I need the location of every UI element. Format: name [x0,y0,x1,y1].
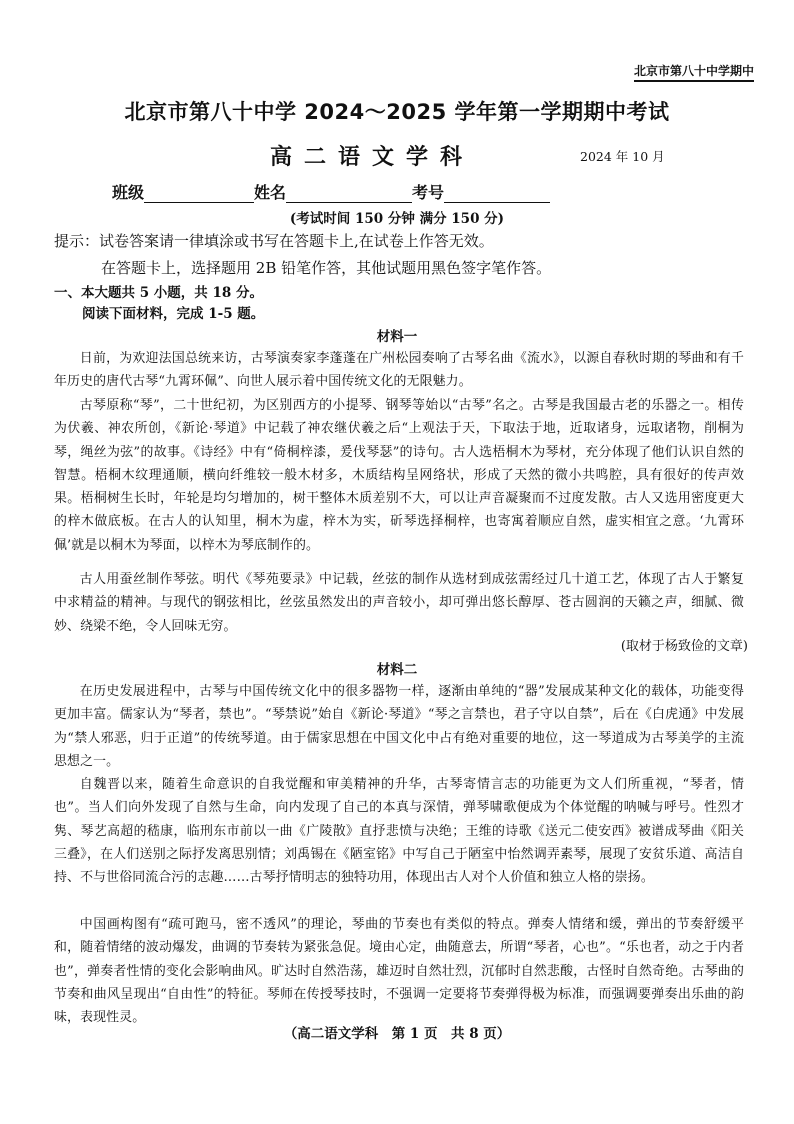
material-1-paragraph-3: 古人用蚕丝制作琴弦。明代《琴苑要录》中记载，丝弦的制作从选材到成弦需经过几十道工艺，体现了古人于繁复中求精益的精神。与现代的钢弦相比，丝弦虽然发出的声音较小，却可弹出悠长醇厚、苍古圆润的天籁之声，细腻、微妙、绕梁不绝，令人回味无穷。 [54,572,744,634]
exam-subtitle: 高二语文学科 [270,145,475,170]
section-heading: 一、本大题共 5 小题，共 18 分。 [54,285,263,301]
number-field [412,180,550,203]
material-2-paragraph-2: 自魏晋以来，随着生命意识的自我觉醒和审美精神的升华，古琴寄情言志的功能更为文人们所重视，“琴者，情也”。当人们向外发现了自然与生命，向内发现了自己的本真与深情，弹琴啸歌便成为个体觉醒的呐喊与呼号。性烈才隽、琴艺高超的嵇康，临刑东市前以一曲《广陵散》直抒悲愤与决绝；王维的诗歌《送元二使安西》被谱成琴曲《阳关三叠》，在人们送别之际抒发离思别情；刘禹锡在《陋室铭》中写自己于陋室中怡然调弄素琴，展现了安贫乐道、高洁自持、不与世俗同流合污的志趣……古琴抒情明志的独特功用，体现出古人对个人价值和独立人格的崇扬。 [54,777,744,886]
material-1-source: (取材于杨致俭的文章) [620,639,748,654]
student-info-fields [112,180,550,203]
number-label: 考号 [412,183,445,202]
material-1-paragraph-1: 日前，为欢迎法国总统来访，古琴演奏家李蓬蓬在广州松园奏响了古琴名曲《流水》，以源自春秋时期的琴曲和有千年历史的唐代古琴“九霄环佩”、向世人展示着中国传统文化的无限魅力。 [54,351,744,390]
material-2-paragraph-1: 在历史发展进程中，古琴与中国传统文化中的很多器物一样，逐渐由单纯的“器”发展成某种文化的载体，功能变得更加丰富。儒家认为“琴者，禁也”。“琴禁说”始自《新论·琴道》“琴之言禁也，君子守以自禁”，后在《白虎通》中发展为“禁人邪恶，归于正道”的传统琴道。由于儒家思想在中国文化中占有绝对重要的地位，这一琴道成为古琴美学的主流思想之一。 [54,684,744,769]
class-label: 班级 [112,183,145,202]
exam-date: 2024 年 10 月 [580,149,665,164]
exam-title: 北京市第八十中学 2024～2025 学年第一学期期中考试 [124,100,670,124]
material-2-title: 材料二 [376,662,418,678]
page-footer: （高二语文学科 第 1 页 共 8 页） [283,1026,511,1042]
material-2-paragraph-3: 中国画构图有“疏可跑马，密不透风”的理论，琴曲的节奏也有类似的特点。弹奏人情绪和缓，弹出的节奏舒缓平和，随着情绪的波动爆发，曲调的节奏转为紧张急促。境由心定，曲随意去，所谓“琴者，心也”。“乐也者，动之于内者也”，弹奏者性情的变化会影响曲风。旷达时自然浩荡，雄迈时自然壮烈，沉郁时自然悲酸，古怪时自然奇绝。古琴曲的节奏和曲风呈现出“自由性”的特征。琴师在传授琴技时，不强调一定要将节奏弹得极为标准，而强调要弹奏出乐曲的韵味，表现性灵。 [54,917,744,1026]
material-1-title: 材料一 [376,329,418,345]
section-instruction: 阅读下面材料，完成 1-5 题。 [82,306,265,322]
name-field [254,180,412,203]
corner-label: 北京市第八十中学期中 [634,62,754,82]
material-1-paragraph-2: 古琴原称“琴”，二十世纪初，为区别西方的小提琴、钢琴等始以“古琴”名之。古琴是我国最古老的乐器之一。相传为伏羲、神农所创，《新论·琴道》中记载了神农继伏羲之后“上观法于天，下取法于地，近取诸身，远取诸物，削桐为琴，绳丝为弦”的故事。《诗经》中有“倚桐梓漆，爰伐琴瑟”的诗句。古人选梧桐木为琴材，充分体现了他们认识自然的智慧。梧桐木纹理通顺，横向纤维较一般木材多，木质结构呈网络状，形成了天然的微小共鸣腔，具有很好的传声效果。梧桐树生长时，年轮是均匀增加的，树干整体木质差别不大，可以让声音凝聚而不过度发散。古人又选用密度更大的梓木做底板。在古人的认知里，桐木为虚，梓木为实，斫琴选择桐梓，也寄寓着顺应自然，虚实相宜之意。‘九霄环佩’就是以桐木为琴面，以梓木为琴底制作的。 [54,398,744,553]
number-blank[interactable] [444,184,550,203]
hint-line-1: 提示：试卷答案请一律填涂或书写在答题卡上,在试卷上作答无效。 [54,232,494,250]
class-field [112,180,254,203]
name-label: 姓名 [254,183,287,202]
exam-time-note: (考试时间 150 分钟 满分 150 分) [289,211,505,227]
hint-line-2: 在答题卡上，选择题用 2B 铅笔作答，其他试题用黑色签字笔作答。 [101,259,552,277]
class-blank[interactable] [144,184,254,203]
name-blank[interactable] [286,184,412,203]
